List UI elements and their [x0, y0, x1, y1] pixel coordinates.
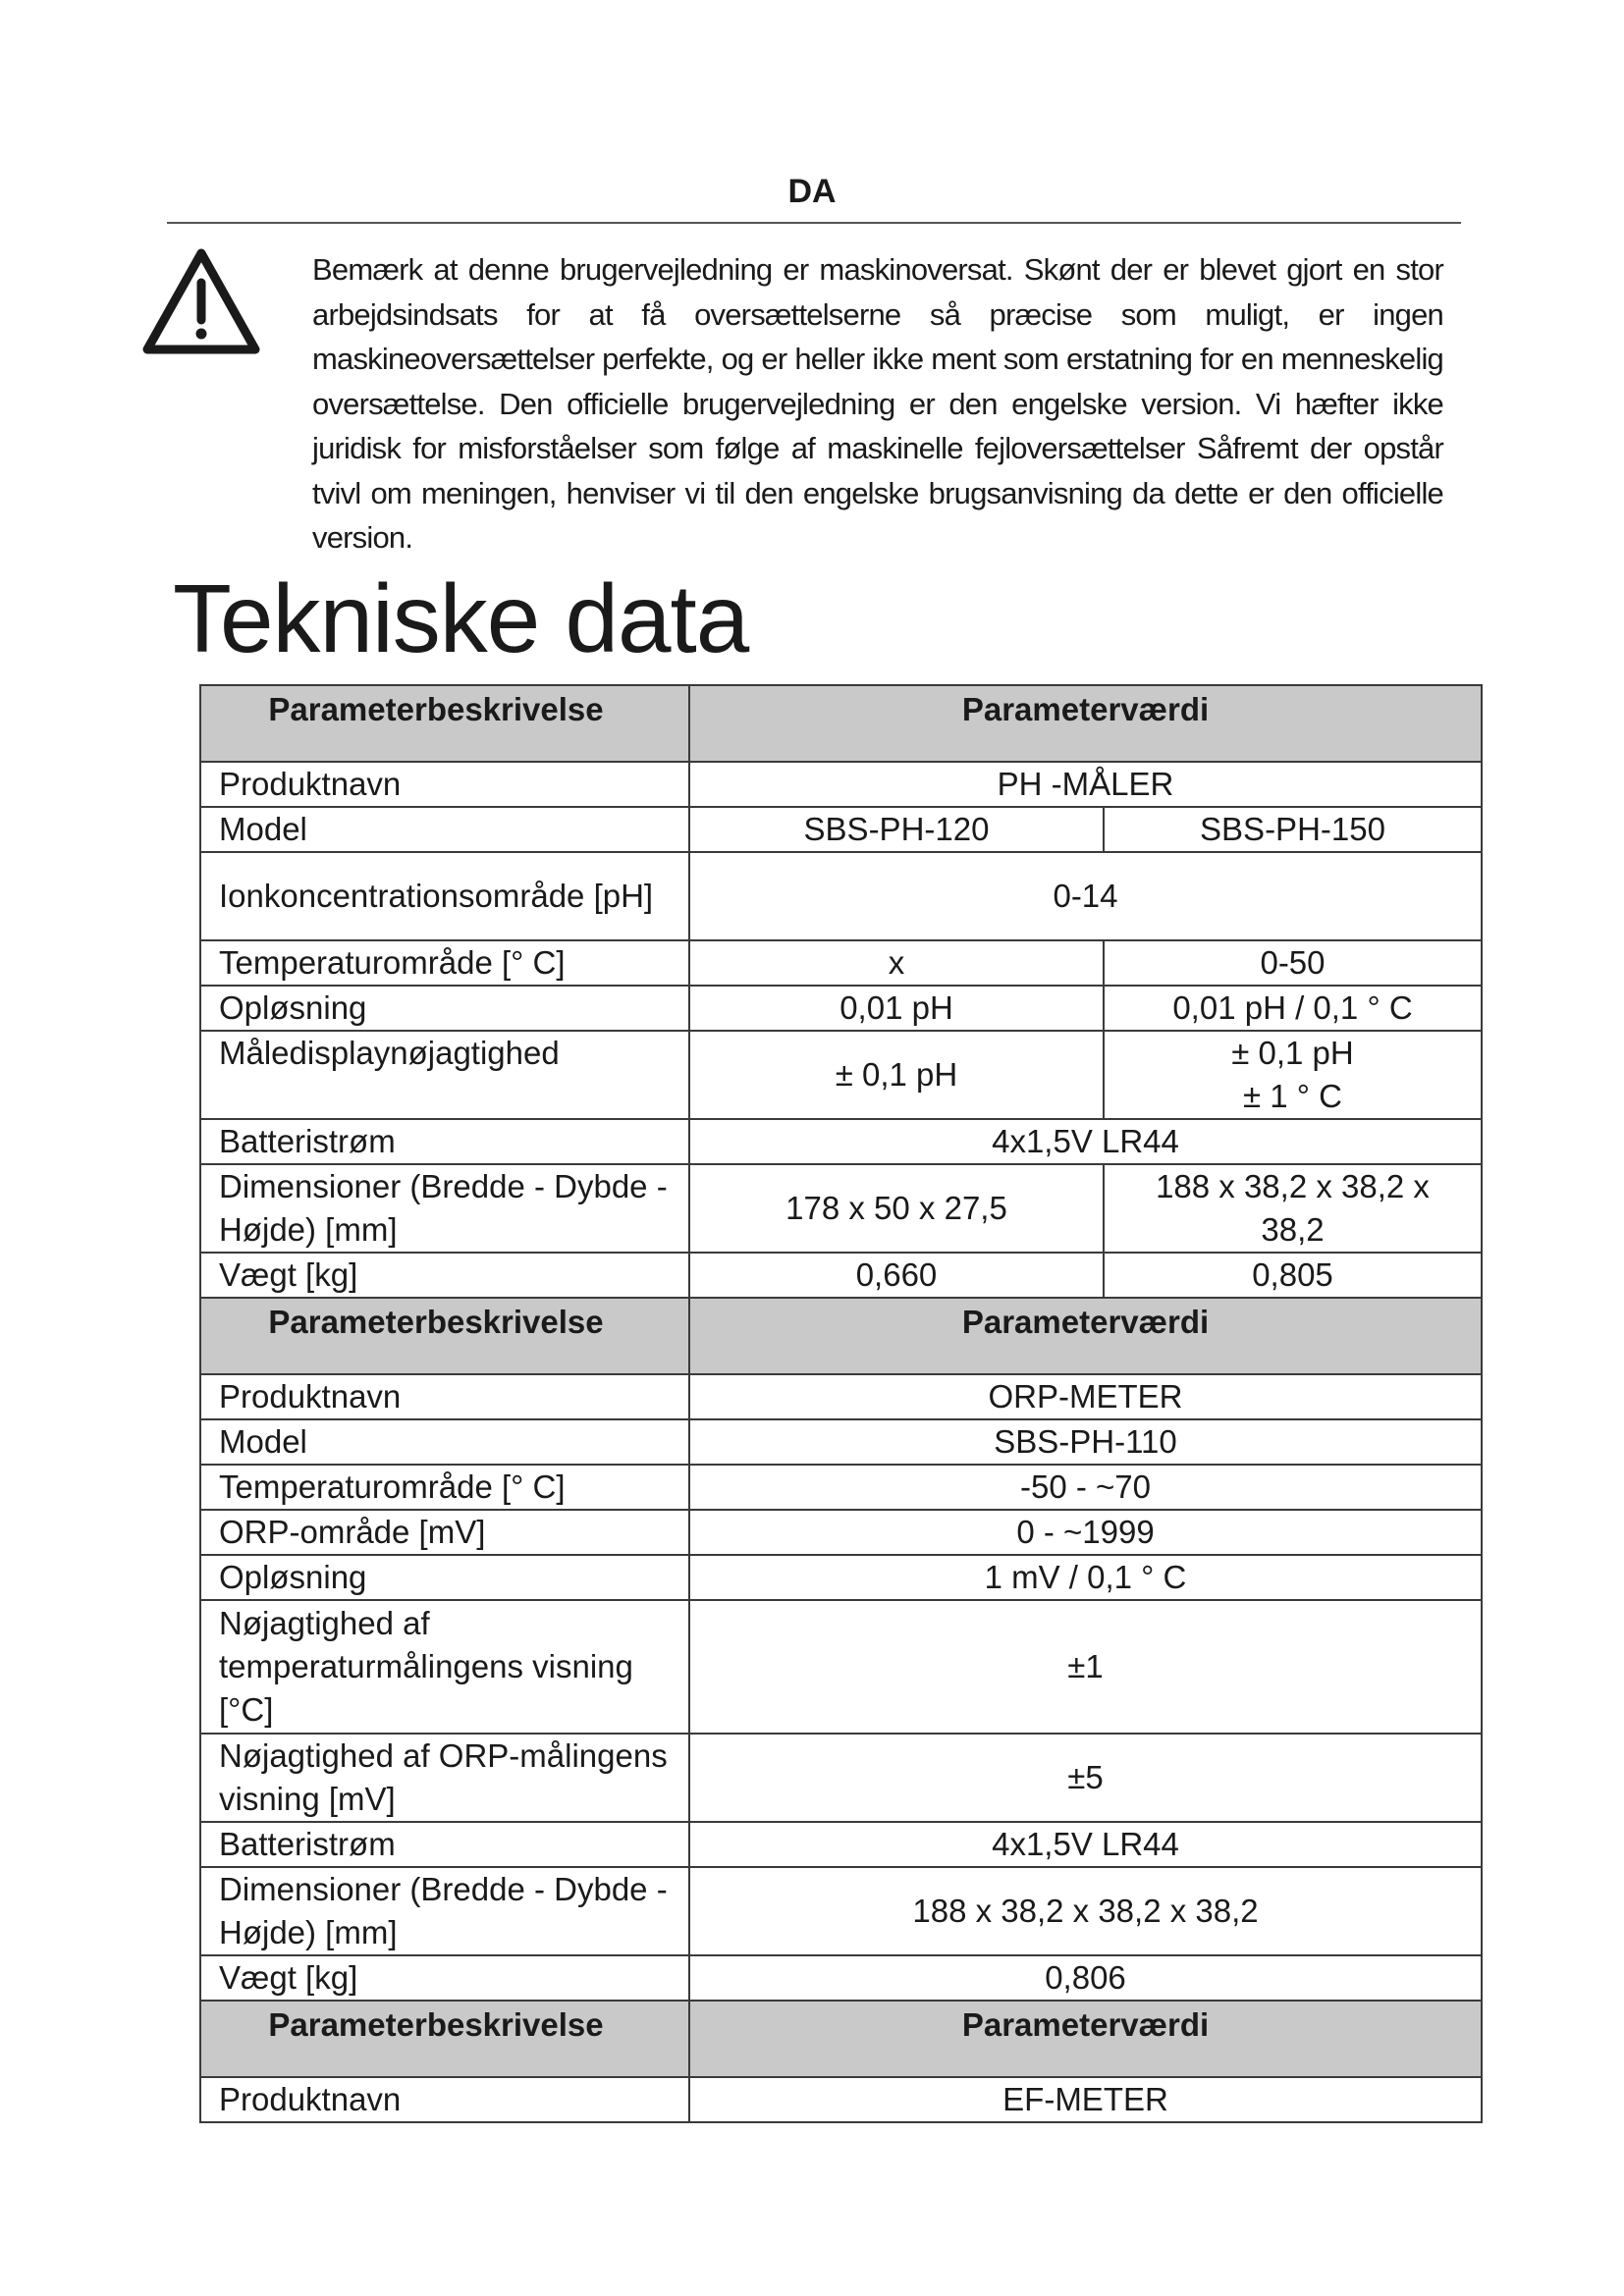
row-label: Produktnavn — [200, 762, 689, 807]
row-label: Dimensioner (Bredde - Dybde - Højde) [mm] — [200, 1164, 689, 1253]
row-label: Batteristrøm — [200, 1822, 689, 1867]
row-label: Batteristrøm — [200, 1119, 689, 1164]
header-parameter-value: Parameterværdi — [689, 1298, 1482, 1374]
row-value-b-line2: ± 1 ° C — [1243, 1078, 1342, 1114]
row-value-b: 0,01 pH / 0,1 ° C — [1104, 986, 1482, 1031]
row-value-b: 0,805 — [1104, 1253, 1482, 1298]
table-row — [200, 986, 1482, 1031]
row-value: 188 x 38,2 x 38,2 x 38,2 — [689, 1867, 1482, 1955]
row-value: 4x1,5V LR44 — [689, 1119, 1482, 1164]
header-parameter-description: Parameterbeskrivelse — [200, 685, 689, 762]
table-row — [200, 1822, 1482, 1867]
row-value-a: 178 x 50 x 27,5 — [689, 1164, 1104, 1253]
row-label: Temperaturområde [° C] — [200, 940, 689, 986]
row-label: Model — [200, 807, 689, 852]
row-value-b: SBS-PH-150 — [1104, 807, 1482, 852]
table-header-row — [200, 685, 1482, 762]
table-row — [200, 1374, 1482, 1419]
row-label: Temperaturområde [° C] — [200, 1465, 689, 1510]
table-row — [200, 2077, 1482, 2122]
row-value: ORP-METER — [689, 1374, 1482, 1419]
warning-triangle-icon — [139, 245, 263, 359]
row-value: 0,806 — [689, 1955, 1482, 2001]
table-row — [200, 1600, 1482, 1734]
header-parameter-value: Parameterværdi — [689, 2001, 1482, 2077]
machine-translation-notice: Bemærk at denne brugervejledning er maskinoversat. Skønt der er blevet gjort en stor arbejdsindsats for at få oversættelserne så præcise som muligt, er ingen maskineoversættelser perfekte, og er heller ikke ment som erstatning for en menneskelig oversættelse. Den officielle brugervejledning er den engelske version. Vi hæfter ikke juridisk for misforståelser som følge af maskinelle fejloversættelser Såfremt der opstår tvivl om meningen, henviser vi til den engelske brugsanvisning da dette er den officielle version. — [312, 252, 1443, 555]
row-value: EF-METER — [689, 2077, 1482, 2122]
technical-data-table — [199, 684, 1483, 2123]
table-row — [200, 1419, 1482, 1465]
row-value: ±1 — [689, 1600, 1482, 1734]
row-value: SBS-PH-110 — [689, 1419, 1482, 1465]
row-value: 0 - ~1999 — [689, 1510, 1482, 1555]
table-row — [200, 1031, 1482, 1119]
row-value-b-line1: ± 0,1 pH — [1231, 1035, 1354, 1071]
row-label: Vægt [kg] — [200, 1253, 689, 1298]
table-row — [200, 1955, 1482, 2001]
row-label: Nøjagtighed af temperaturmålingens visning [°C] — [200, 1600, 689, 1734]
row-value-a: 0,660 — [689, 1253, 1104, 1298]
row-value-a: x — [689, 940, 1104, 986]
row-label: Måledisplaynøjagtighed — [200, 1031, 689, 1119]
table-row — [200, 1867, 1482, 1955]
table-row — [200, 1465, 1482, 1510]
header-parameter-description: Parameterbeskrivelse — [200, 2001, 689, 2077]
page-title: Tekniske data — [173, 564, 749, 672]
row-label: Model — [200, 1419, 689, 1465]
table-row — [200, 852, 1482, 940]
table-row — [200, 1734, 1482, 1822]
row-value-b: 188 x 38,2 x 38,2 x 38,2 — [1104, 1164, 1482, 1253]
table-row — [200, 1510, 1482, 1555]
row-value: 4x1,5V LR44 — [689, 1822, 1482, 1867]
table-row — [200, 762, 1482, 807]
language-code: DA — [787, 173, 837, 210]
header-divider — [167, 222, 1461, 224]
row-value: 1 mV / 0,1 ° C — [689, 1555, 1482, 1600]
row-label: ORP-område [mV] — [200, 1510, 689, 1555]
row-label: Opløsning — [200, 1555, 689, 1600]
header-parameter-description: Parameterbeskrivelse — [200, 1298, 689, 1374]
row-label: Produktnavn — [200, 1374, 689, 1419]
table-header-row — [200, 1298, 1482, 1374]
row-value-b — [1104, 1031, 1482, 1119]
table-row — [200, 1555, 1482, 1600]
table-row — [200, 1253, 1482, 1298]
row-label: Opløsning — [200, 986, 689, 1031]
row-value: 0-14 — [689, 852, 1482, 940]
row-value: ±5 — [689, 1734, 1482, 1822]
row-value-a: SBS-PH-120 — [689, 807, 1104, 852]
row-label: Dimensioner (Bredde - Dybde - Højde) [mm] — [200, 1867, 689, 1955]
table-row — [200, 1164, 1482, 1253]
row-value-a: 0,01 pH — [689, 986, 1104, 1031]
row-label: Ionkoncentrationsområde [pH] — [200, 852, 689, 940]
table-row — [200, 1119, 1482, 1164]
row-label: Produktnavn — [200, 2077, 689, 2122]
row-value-b: 0-50 — [1104, 940, 1482, 986]
header-parameter-value: Parameterværdi — [689, 685, 1482, 762]
table-header-row — [200, 2001, 1482, 2077]
row-label: Nøjagtighed af ORP-målingens visning [mV] — [200, 1734, 689, 1822]
row-value-a: ± 0,1 pH — [689, 1031, 1104, 1119]
table-row — [200, 807, 1482, 852]
row-value: PH -MÅLER — [689, 762, 1482, 807]
row-label: Vægt [kg] — [200, 1955, 689, 2001]
row-value: -50 - ~70 — [689, 1465, 1482, 1510]
table-row — [200, 940, 1482, 986]
